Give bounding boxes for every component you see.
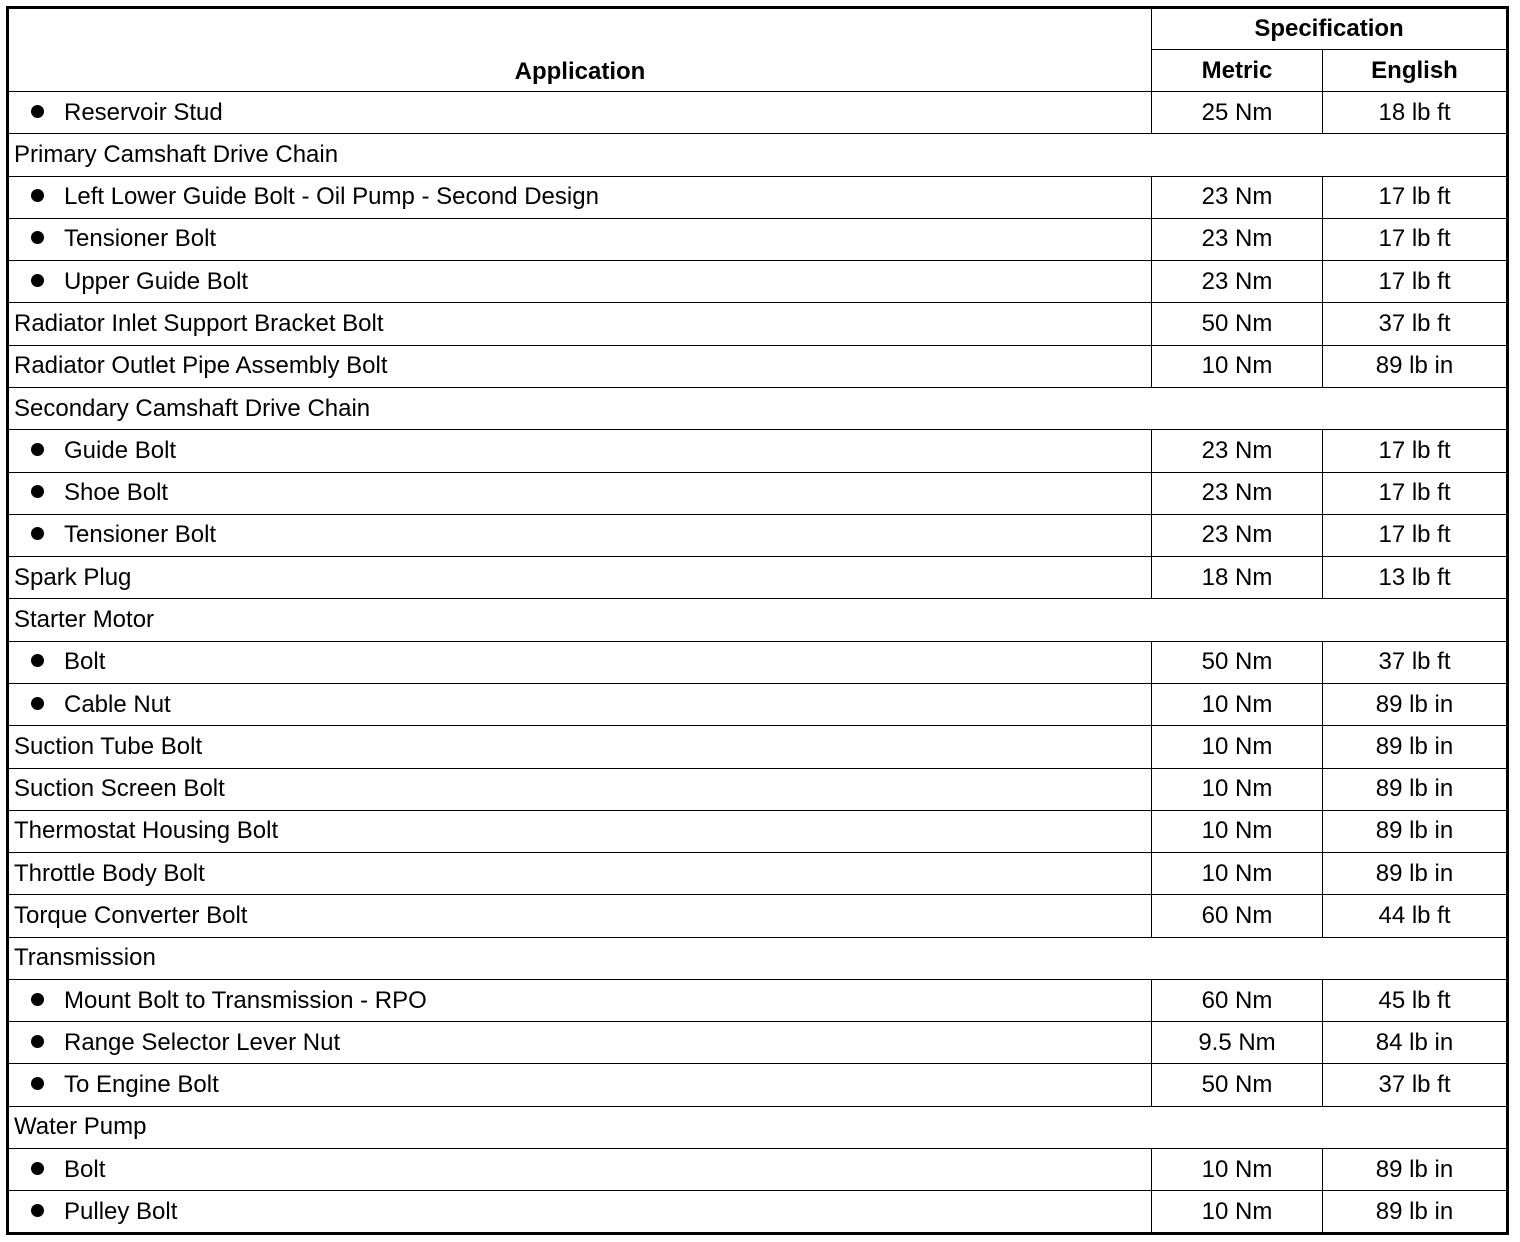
metric-value: 10 Nm [1152, 768, 1323, 810]
metric-value: 10 Nm [1152, 345, 1323, 387]
table-row [8, 514, 1508, 556]
application-label: Suction Screen Bolt [14, 775, 225, 803]
application-cell [8, 683, 1152, 725]
table-row [8, 430, 1508, 472]
application-label: Shoe Bolt [64, 479, 169, 507]
table-row [8, 726, 1508, 768]
english-value: 89 lb in [1323, 768, 1508, 810]
bullet-icon [31, 1077, 44, 1090]
application-cell [8, 261, 1152, 303]
application-cell [8, 472, 1152, 514]
english-value: 17 lb ft [1323, 261, 1508, 303]
english-value: 89 lb in [1323, 853, 1508, 895]
table-row [8, 810, 1508, 852]
bullet-icon [31, 1204, 44, 1217]
application-label: Reservoir Stud [64, 98, 223, 126]
application-cell [8, 92, 1152, 134]
application-label: Starter Motor [14, 606, 155, 634]
english-value: 37 lb ft [1323, 641, 1508, 683]
application-label: Tensioner Bolt [64, 521, 217, 549]
metric-value: 10 Nm [1152, 810, 1323, 852]
application-cell [8, 176, 1152, 218]
table-row [8, 303, 1508, 345]
metric-value: 10 Nm [1152, 1191, 1323, 1234]
metric-value: 9.5 Nm [1152, 1022, 1323, 1064]
english-value: 89 lb in [1323, 345, 1508, 387]
english-value: 89 lb in [1323, 1191, 1508, 1234]
application-cell [8, 1064, 1152, 1106]
application-cell [8, 768, 1152, 810]
application-label: Range Selector Lever Nut [64, 1028, 341, 1056]
metric-value: 23 Nm [1152, 514, 1323, 556]
metric-value: 23 Nm [1152, 261, 1323, 303]
application-label: Suction Tube Bolt [14, 732, 203, 760]
bullet-icon [31, 697, 44, 710]
english-value: 17 lb ft [1323, 218, 1508, 260]
application-label: Radiator Inlet Support Bracket Bolt [14, 310, 384, 338]
bullet-icon [31, 993, 44, 1006]
english-value: 89 lb in [1323, 1149, 1508, 1191]
application-cell [8, 937, 1508, 979]
application-cell [8, 979, 1152, 1021]
english-value: 45 lb ft [1323, 979, 1508, 1021]
table-row [8, 472, 1508, 514]
bullet-icon [31, 443, 44, 456]
application-label: Spark Plug [14, 563, 132, 591]
bullet-icon [31, 274, 44, 287]
table-row [8, 641, 1508, 683]
table-row [8, 768, 1508, 810]
bullet-icon [31, 1035, 44, 1048]
application-label: Transmission [14, 944, 156, 972]
metric-value: 23 Nm [1152, 472, 1323, 514]
bullet-icon [31, 189, 44, 202]
application-label: Pulley Bolt [64, 1197, 178, 1225]
application-cell [8, 303, 1152, 345]
english-value: 17 lb ft [1323, 176, 1508, 218]
metric-value: 60 Nm [1152, 979, 1323, 1021]
english-value: 17 lb ft [1323, 514, 1508, 556]
metric-value: 18 Nm [1152, 557, 1323, 599]
application-cell [8, 557, 1152, 599]
application-label: Tensioner Bolt [64, 225, 217, 253]
application-cell [8, 1149, 1152, 1191]
table-row [8, 218, 1508, 260]
group-row [8, 599, 1508, 641]
metric-value: 23 Nm [1152, 430, 1323, 472]
english-value: 44 lb ft [1323, 895, 1508, 937]
application-label: Torque Converter Bolt [14, 901, 248, 929]
table-row [8, 895, 1508, 937]
table-row [8, 683, 1508, 725]
metric-value: 23 Nm [1152, 176, 1323, 218]
table-body [8, 92, 1508, 1234]
application-label: Guide Bolt [64, 436, 177, 464]
application-cell [8, 853, 1152, 895]
application-label: Water Pump [14, 1113, 147, 1141]
english-header: English [1323, 50, 1508, 92]
application-cell [8, 1022, 1152, 1064]
bullet-icon [31, 485, 44, 498]
english-value: 37 lb ft [1323, 1064, 1508, 1106]
english-value: 17 lb ft [1323, 472, 1508, 514]
specification-header: Specification [1152, 8, 1508, 50]
bullet-icon [31, 1162, 44, 1175]
application-label: Secondary Camshaft Drive Chain [14, 394, 371, 422]
english-value: 17 lb ft [1323, 430, 1508, 472]
application-label: Mount Bolt to Transmission - RPO [64, 986, 427, 1014]
application-cell [8, 345, 1152, 387]
application-cell [8, 430, 1152, 472]
metric-value: 10 Nm [1152, 1149, 1323, 1191]
torque-spec-table [6, 6, 1509, 1235]
application-label: Radiator Outlet Pipe Assembly Bolt [14, 352, 388, 380]
application-cell [8, 895, 1152, 937]
english-value: 89 lb in [1323, 726, 1508, 768]
table-row [8, 557, 1508, 599]
metric-value: 10 Nm [1152, 683, 1323, 725]
application-label: Cable Nut [64, 690, 171, 718]
english-value: 89 lb in [1323, 683, 1508, 725]
table-row [8, 176, 1508, 218]
metric-value: 50 Nm [1152, 1064, 1323, 1106]
application-label: Bolt [64, 648, 106, 676]
english-value: 37 lb ft [1323, 303, 1508, 345]
english-value: 13 lb ft [1323, 557, 1508, 599]
metric-value: 50 Nm [1152, 303, 1323, 345]
table-row [8, 345, 1508, 387]
application-cell [8, 641, 1152, 683]
application-label: Upper Guide Bolt [64, 267, 249, 295]
metric-value: 23 Nm [1152, 218, 1323, 260]
application-cell [8, 134, 1508, 176]
english-value: 89 lb in [1323, 810, 1508, 852]
group-row [8, 937, 1508, 979]
metric-value: 10 Nm [1152, 853, 1323, 895]
bullet-icon [31, 105, 44, 118]
table-row [8, 261, 1508, 303]
bullet-icon [31, 231, 44, 244]
metric-value: 25 Nm [1152, 92, 1323, 134]
application-cell [8, 726, 1152, 768]
table-row [8, 979, 1508, 1021]
metric-value: 50 Nm [1152, 641, 1323, 683]
metric-value: 10 Nm [1152, 726, 1323, 768]
english-value: 84 lb in [1323, 1022, 1508, 1064]
metric-header: Metric [1152, 50, 1323, 92]
application-cell [8, 1106, 1508, 1148]
application-label: Throttle Body Bolt [14, 859, 205, 887]
group-row [8, 134, 1508, 176]
application-cell [8, 514, 1152, 556]
application-cell [8, 810, 1152, 852]
application-header: Application [8, 8, 1152, 92]
table-row [8, 1022, 1508, 1064]
application-cell [8, 387, 1508, 429]
application-cell [8, 1191, 1152, 1234]
bullet-icon [31, 527, 44, 540]
application-label: To Engine Bolt [64, 1071, 219, 1099]
group-row [8, 387, 1508, 429]
table-row [8, 1064, 1508, 1106]
application-label: Left Lower Guide Bolt - Oil Pump - Second Design [64, 183, 599, 211]
application-label: Thermostat Housing Bolt [14, 817, 279, 845]
table-row [8, 1149, 1508, 1191]
table-row [8, 1191, 1508, 1234]
english-value: 18 lb ft [1323, 92, 1508, 134]
table-row [8, 853, 1508, 895]
application-label: Primary Camshaft Drive Chain [14, 140, 339, 168]
group-row [8, 1106, 1508, 1148]
application-label: Bolt [64, 1155, 106, 1183]
table-row [8, 92, 1508, 134]
application-cell [8, 599, 1508, 641]
metric-value: 60 Nm [1152, 895, 1323, 937]
bullet-icon [31, 654, 44, 667]
application-cell [8, 218, 1152, 260]
